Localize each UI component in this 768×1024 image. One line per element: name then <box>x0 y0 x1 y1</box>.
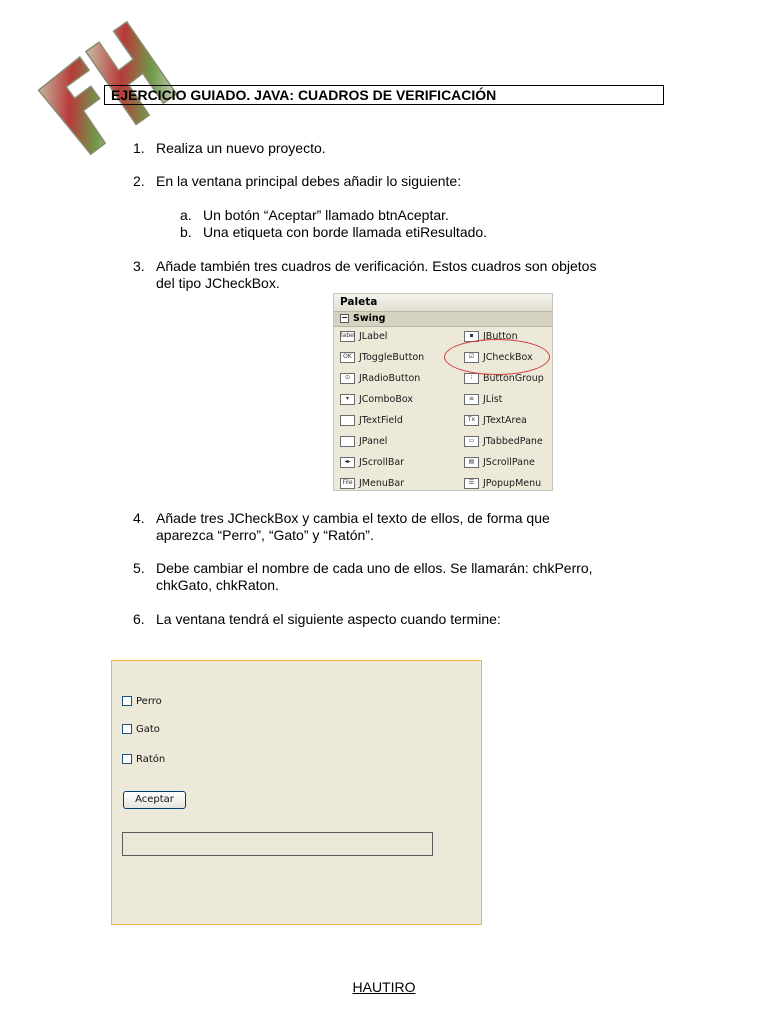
palette-item-label: JLabel <box>359 331 388 342</box>
step-text-cont: chkGato, chkRaton. <box>156 577 279 593</box>
palette-item-jscrollbar[interactable] <box>340 457 404 469</box>
palette-item-label: JMenuBar <box>359 478 405 489</box>
combo-box-icon: ▾ <box>340 394 355 405</box>
palette-header: Paleta <box>334 294 552 312</box>
step-number: 2. <box>133 173 145 189</box>
step-number: 5. <box>133 560 145 576</box>
scroll-bar-icon: ◂▸ <box>340 457 355 468</box>
step-text-cont: aparezca “Perro”, “Gato” y “Ratón”. <box>156 527 374 543</box>
palette-item-jradiobutton[interactable] <box>340 373 420 385</box>
list-icon: ≡ <box>464 394 479 405</box>
palette-item-label: JTextField <box>359 415 403 426</box>
palette-item-label: JTextArea <box>483 415 527 426</box>
palette-item-label: JPanel <box>359 436 388 447</box>
checkbox-icon[interactable] <box>122 754 132 764</box>
palette-item-label: JToggleButton <box>359 352 425 363</box>
button-icon: ▪ <box>464 331 479 342</box>
step-text: En la ventana principal debes añadir lo siguiente: <box>156 173 462 189</box>
label-icon: label <box>340 331 355 342</box>
step-number: 6. <box>133 611 145 627</box>
menu-bar-icon: File <box>340 478 355 489</box>
footer-link[interactable]: HAUTIRO <box>352 979 416 995</box>
section-label: Swing <box>353 313 386 324</box>
step-number: 3. <box>133 258 145 274</box>
palette-item-label: JPopupMenu <box>483 478 542 489</box>
checkbox-perro[interactable] <box>122 696 162 708</box>
palette-item-jscrollpane[interactable] <box>464 457 535 469</box>
palette-panel <box>333 293 553 491</box>
collapse-icon[interactable]: − <box>341 313 348 322</box>
palette-item-jtextfield[interactable] <box>340 415 403 427</box>
step-text: Debe cambiar el nombre de cada uno de ellos. Se llamarán: chkPerro, <box>156 560 593 576</box>
checkbox-raton[interactable] <box>122 754 165 766</box>
palette-item-jtabbedpane[interactable] <box>464 436 543 448</box>
step-text: La ventana tendrá el siguiente aspecto cuando termine: <box>156 611 501 627</box>
checkbox-label: Gato <box>136 724 160 735</box>
checkbox-icon[interactable] <box>122 724 132 734</box>
panel-icon <box>340 436 355 447</box>
palette-item-jmenubar[interactable] <box>340 478 404 490</box>
step-text: Realiza un nuevo proyecto. <box>156 140 326 156</box>
palette-item-label: JComboBox <box>359 394 414 405</box>
checkbox-icon: ☑ <box>464 352 479 363</box>
step-text: Añade tres JCheckBox y cambia el texto de ellos, de forma que <box>156 510 550 526</box>
substep-text: Un botón “Aceptar” llamado btnAceptar. <box>203 207 449 223</box>
palette-item-label: JButton <box>483 331 518 342</box>
aceptar-button[interactable]: Aceptar <box>123 791 186 809</box>
palette-item-label: JList <box>483 394 503 405</box>
sample-window <box>111 660 482 925</box>
palette-item-label: JScrollPane <box>483 457 535 468</box>
substep-text: Una etiqueta con borde llamada etiResultado. <box>203 224 488 240</box>
button-group-icon: ⁝ <box>464 373 479 384</box>
palette-item-jlabel[interactable] <box>340 331 387 343</box>
palette-item-label: JRadioButton <box>359 373 421 384</box>
checkbox-icon[interactable] <box>122 696 132 706</box>
checkbox-gato[interactable] <box>122 724 160 736</box>
scroll-pane-icon: ▤ <box>464 457 479 468</box>
step-text-cont: del tipo JCheckBox. <box>156 275 280 291</box>
text-field-icon <box>340 415 355 426</box>
step-text: Añade también tres cuadros de verificación. Estos cuadros son objetos <box>156 258 597 274</box>
radio-button-icon: ⊙ <box>340 373 355 384</box>
palette-item-jtogglebutton[interactable] <box>340 352 424 364</box>
checkbox-label: Perro <box>136 696 162 707</box>
result-label <box>122 832 433 856</box>
popup-menu-icon: ☰ <box>464 478 479 489</box>
step-number: 4. <box>133 510 145 526</box>
palette-item-jpanel[interactable] <box>340 436 387 448</box>
page-title: EJERCICIO GUIADO. JAVA: CUADROS DE VERIFICACIÓN <box>104 85 664 105</box>
palette-section-swing[interactable] <box>334 312 552 327</box>
palette-item-jtextarea[interactable] <box>464 415 527 427</box>
highlight-circle <box>444 339 550 375</box>
tabbed-pane-icon: ▭ <box>464 436 479 447</box>
palette-item-jcombobox[interactable] <box>340 394 413 406</box>
palette-item-label: JScrollBar <box>359 457 405 468</box>
toggle-button-icon: OK <box>340 352 355 363</box>
text-area-icon: Tx <box>464 415 479 426</box>
palette-item-label: ButtonGroup <box>483 373 544 384</box>
palette-item-jlist[interactable] <box>464 394 502 406</box>
palette-item-jpopupmenu[interactable] <box>464 478 541 490</box>
substep-letter: b. <box>180 224 192 240</box>
substep-letter: a. <box>180 207 192 223</box>
checkbox-label: Ratón <box>136 754 166 765</box>
step-number: 1. <box>133 140 145 156</box>
palette-item-label: JTabbedPane <box>483 436 543 447</box>
palette-item-label: JCheckBox <box>483 352 533 363</box>
